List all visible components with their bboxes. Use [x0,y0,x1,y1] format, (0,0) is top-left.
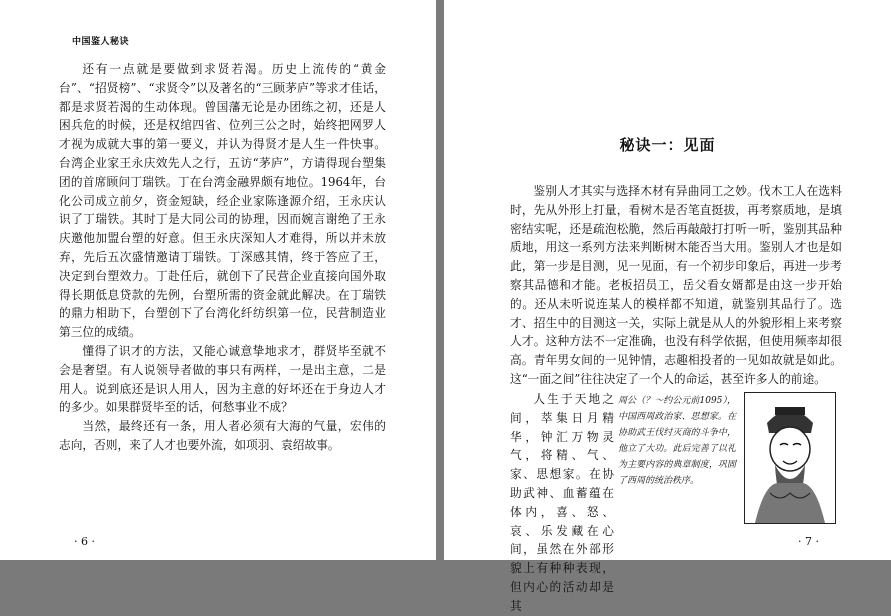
paragraph: 鉴别人才其实与选择木材有异曲同工之妙。伐木工人在选料时，先从外形上打量，看树木是否笔直挺拔，再考察质地，是填密结实呢，还是疏泡松脆，然后再敲敲打打听一听，鉴别其品种质地，用这一系列方法来判断树木能否当大用。鉴别人才也是如此，第一步是目测，见一见面，有一个初步印象后，再进一步考察其品德和才能。老板招员工，岳父看女婿都是由这一步开始的。还从未听说连某人的模样都不知道，就鉴别其品行了。选才、招生中的目测这一关，实际上就是从人的外貌形相上来考察人才。这种方法不一定准确，也没有科学依据，但使用频率却很高。青年男女间的一见钟情，志趣相投者的一见如故就是如此。这“一面之间”往往决定了一个人的命运，甚至许多人的前途。 [510,184,842,386]
zhou-gong-portrait-icon [745,393,835,523]
section-title: 秘诀一：见面 [619,136,716,154]
wrapped-text-column [510,390,614,616]
paragraph: 还有一点就是要做到求贤若渴。历史上流传的“黄金台”、“招贤榜”、“求贤令”以及著名的“三顾茅庐”等求才佳话，都是求贤若渴的生动体现。曾国藩无论是办团练之初，还是人困兵危的时候，还是权绾四省、位列三公之时，始终把网罗人才视为成就大事的第一要义，并认为得贤才是人生一件快事。台湾企业家王永庆效先人之行，五访“茅庐”，方请得现台塑集团的首席顾问丁瑞铁。丁在台湾金融界颇有地位。1964年，台化公司成立前夕，资金短缺，经企业家陈逢源介绍，王永庆认识了丁瑞铁。其时丁是大同公司的协理，因而婉言谢绝了王永庆邀他加盟台塑的好意。但王永庆深知人才难得，所以并未放弃，先后五次盛情邀请丁瑞铁。丁深感其情，终于答应了王，决定到台塑效力。丁赴任后，就创下了民营企业直接向国外取得长期低息贷款的先例，台塑所需的资金就此解决。在丁瑞铁的鼎力相助下，台塑创下了台湾化纤纺织第一位，民营制造业第三位的成绩。 [59,62,386,340]
page-number: · 6 · [74,535,95,548]
paragraph: 懂得了识才的方法，又能心诚意挚地求才，群贤毕至就不会是奢望。有人说领导者做的事只有两样，一是出主意，二是用人。说到底还是识人用人，因为主意的好坏还在于身边人才的多少。如果群贤毕至的话，何愁事业不成？ [59,343,386,415]
page-number: · 7 · [798,535,819,548]
paragraph: 当然，最终还有一条，用人者必须有大海的气量，宏伟的志向，否则，来了人才也要外流，如项羽、袁绍故事。 [59,419,386,452]
left-body-text [59,60,386,455]
portrait-image [744,392,836,524]
right-body-text [510,182,842,389]
portrait-caption: 周公（？～约公元前1095），中国西周政治家、思想家。在协助武王伐纣灭商的斗争中，他立了大功。此后完善了以礼为主要内容的典章制度，巩固了西周的统治秩序。 [618,396,736,486]
left-page [0,0,436,560]
paragraph: 人生于天地之间，萃集日月精华，钟汇万物灵气，将精、气、家、思想家。在协助武神、血蓄蕴在体内，喜、怒、哀、乐发藏在心间，虽然在外部形貌上有种种表现，但内心的活动却是其 [510,392,614,613]
right-page [444,0,891,613]
running-header: 中国鉴人秘诀 [72,37,130,47]
